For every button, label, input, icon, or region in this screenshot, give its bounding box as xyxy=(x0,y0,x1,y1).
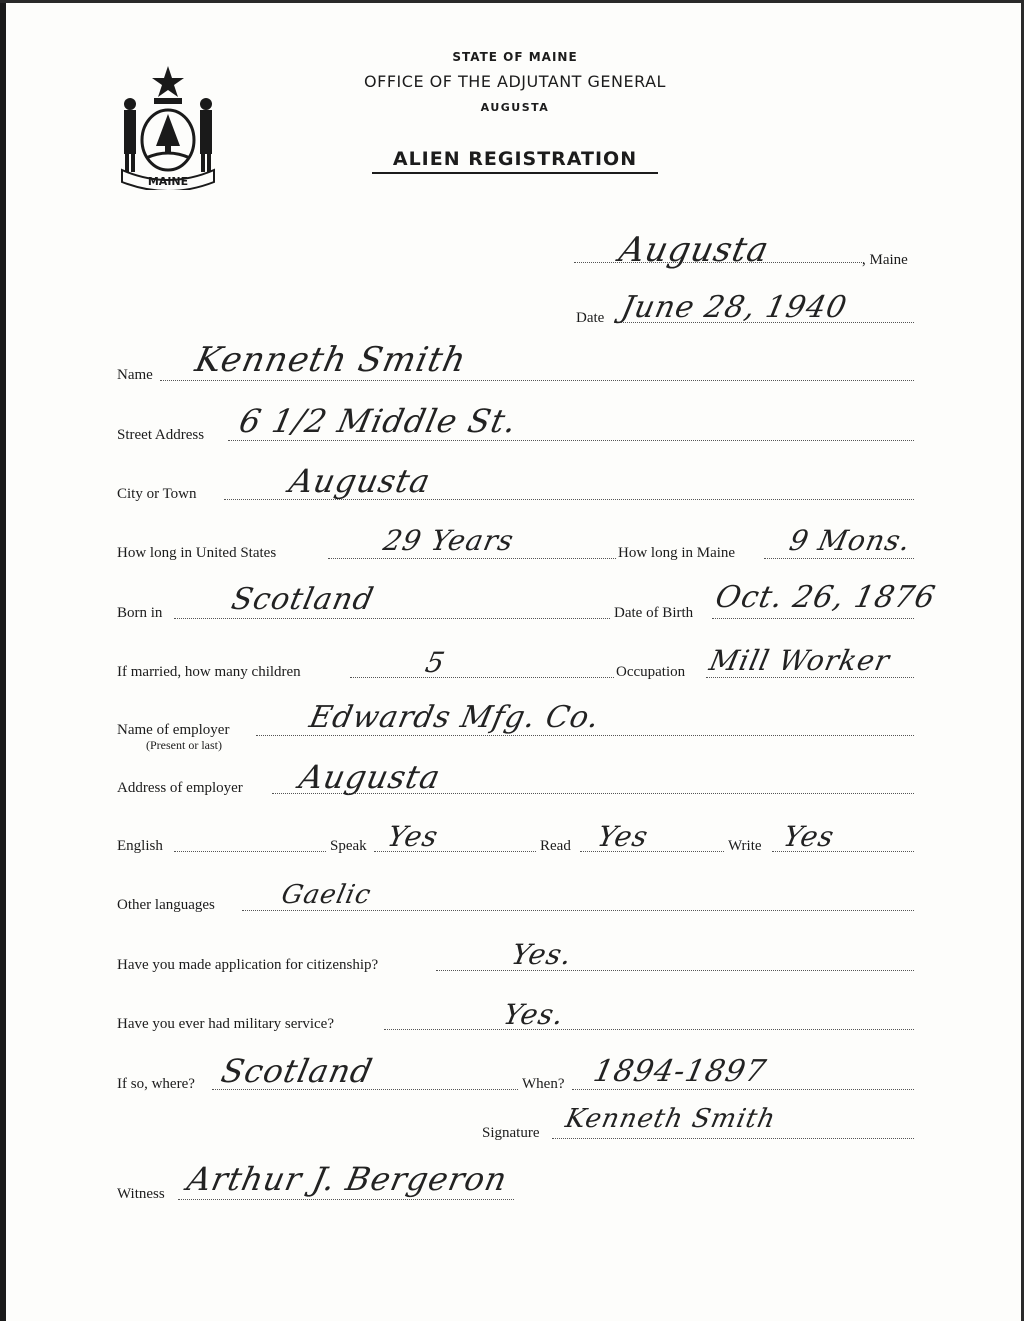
dob-line xyxy=(712,618,914,619)
name-line xyxy=(160,380,914,381)
military-value: Yes. xyxy=(500,998,568,1031)
header-state: STATE OF MAINE xyxy=(452,50,578,64)
state-seal-icon xyxy=(114,62,222,190)
maine-label: How long in Maine xyxy=(618,545,736,561)
other-lang-line xyxy=(242,910,914,911)
when-value: 1894-1897 xyxy=(590,1054,770,1089)
street-label: Street Address xyxy=(117,427,205,443)
maine-value: 9 Mons. xyxy=(786,524,915,557)
where-value: Scotland xyxy=(217,1052,377,1090)
maine-line xyxy=(764,558,914,559)
emp-addr-label: Address of employer xyxy=(117,780,243,796)
citizenship-value: Yes. xyxy=(508,938,576,971)
when-line xyxy=(572,1089,914,1090)
name-label: Name xyxy=(117,367,153,383)
read-value: Yes xyxy=(594,820,652,853)
employer-line xyxy=(256,735,914,736)
employer-label: Name of employer xyxy=(117,722,230,738)
seal-label: MAINE xyxy=(147,175,189,188)
speak-label: Speak xyxy=(330,838,367,854)
dob-value: Oct. 26, 1876 xyxy=(712,580,939,615)
children-label: If married, how many children xyxy=(117,664,301,680)
city-value: Augusta xyxy=(285,462,435,500)
read-label: Read xyxy=(540,838,571,854)
witness-label: Witness xyxy=(117,1186,165,1202)
english-line xyxy=(174,851,326,852)
dob-label: Date of Birth xyxy=(614,605,694,621)
signature-label: Signature xyxy=(482,1125,540,1141)
street-line xyxy=(228,440,914,441)
military-line xyxy=(384,1029,914,1030)
us-value: 29 Years xyxy=(380,524,518,557)
employer-value: Edwards Mfg. Co. xyxy=(306,700,604,735)
employer-sub: (Present or last) xyxy=(146,738,222,752)
where-label: If so, where? xyxy=(117,1076,195,1092)
other-lang-label: Other languages xyxy=(117,897,215,913)
signature-line xyxy=(552,1138,914,1139)
us-line xyxy=(328,558,616,559)
citizenship-label: Have you made application for citizenship? xyxy=(117,957,379,973)
write-label: Write xyxy=(728,838,762,854)
street-value: 6 1/2 Middle St. xyxy=(235,402,521,440)
occupation-label: Occupation xyxy=(616,664,686,680)
scan-edge-top xyxy=(0,0,1024,3)
date-label: Date xyxy=(576,310,605,326)
occupation-line xyxy=(706,677,914,678)
place-suffix: , Maine xyxy=(862,252,908,268)
scan-edge-left xyxy=(0,0,6,1321)
born-label: Born in xyxy=(117,605,163,621)
header-city: AUGUSTA xyxy=(480,101,550,114)
signature-value: Kenneth Smith xyxy=(562,1104,779,1134)
name-value: Kenneth Smith xyxy=(191,340,471,380)
city-label: City or Town xyxy=(117,486,197,502)
date-value: June 28, 1940 xyxy=(618,290,851,325)
place-value: Augusta xyxy=(615,230,773,270)
witness-line xyxy=(178,1199,514,1200)
emp-addr-value: Augusta xyxy=(295,758,445,796)
children-line xyxy=(350,677,614,678)
witness-value: Arthur J. Bergeron xyxy=(183,1160,512,1198)
children-value: 5 xyxy=(422,646,449,679)
english-label: English xyxy=(117,838,163,854)
form-title: ALIEN REGISTRATION xyxy=(372,148,658,174)
other-lang-value: Gaelic xyxy=(278,880,375,910)
occupation-value: Mill Worker xyxy=(706,644,893,677)
when-label: When? xyxy=(522,1076,565,1092)
us-label: How long in United States xyxy=(117,545,277,561)
write-value: Yes xyxy=(780,820,838,853)
military-label: Have you ever had military service? xyxy=(117,1016,334,1032)
born-value: Scotland xyxy=(228,582,378,617)
speak-value: Yes xyxy=(384,820,442,853)
header-office: OFFICE OF THE ADJUTANT GENERAL xyxy=(364,72,666,91)
born-line xyxy=(174,618,610,619)
